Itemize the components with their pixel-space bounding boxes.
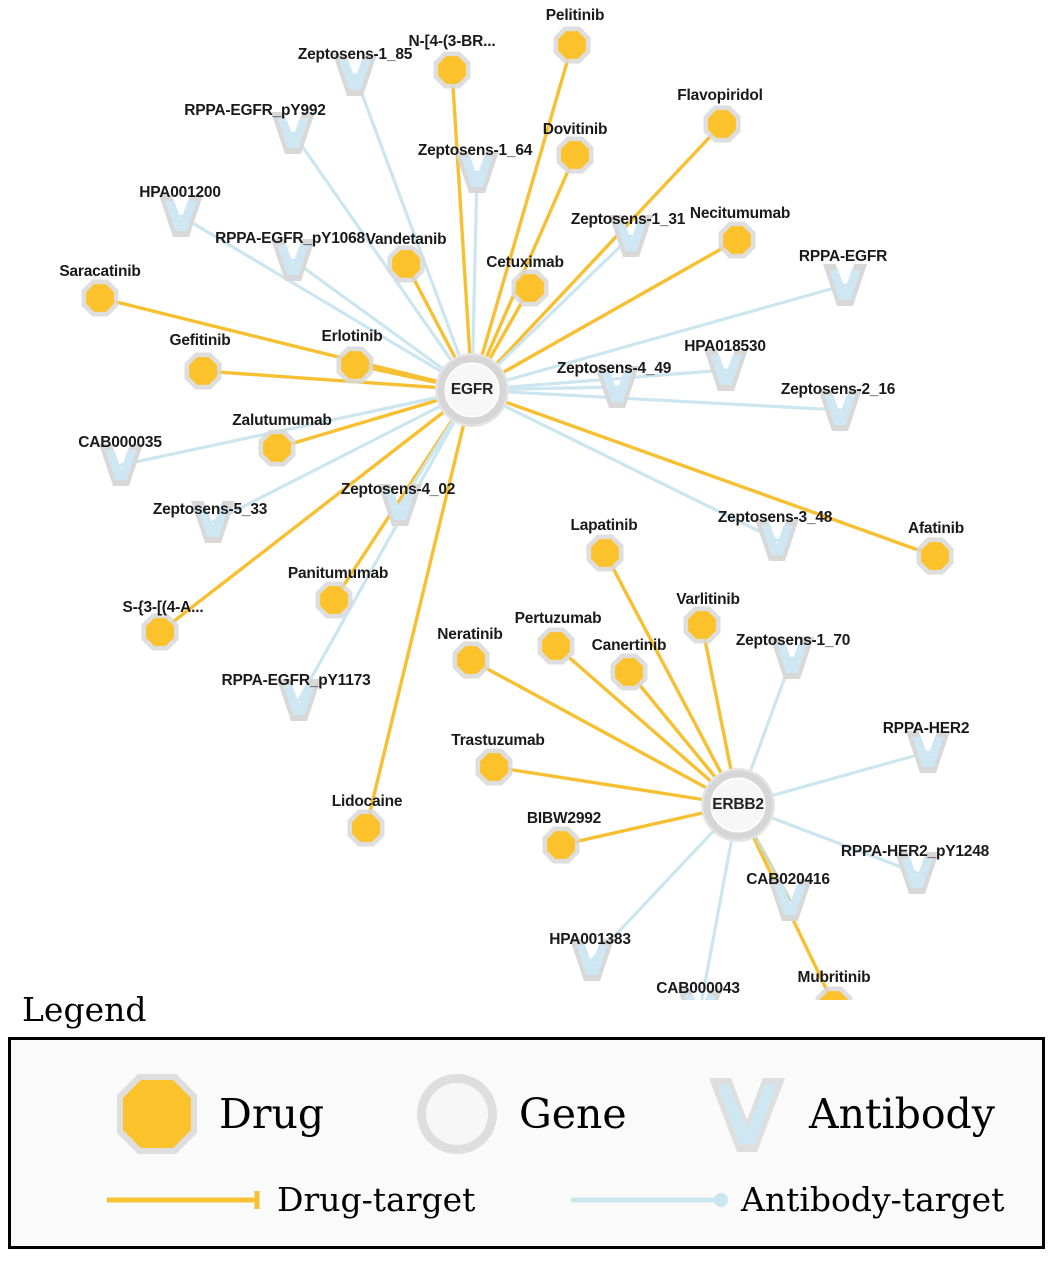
node-label: Flavopiridol xyxy=(677,87,763,104)
drug-shape xyxy=(352,814,380,842)
legend-title: Legend xyxy=(22,990,147,1029)
node-label: RPPA-EGFR_pY992 xyxy=(184,102,326,119)
node-label: RPPA-HER2_pY1248 xyxy=(840,843,990,860)
node-label: Zeptosens-1_64 xyxy=(417,142,533,159)
node-label: Neratinib xyxy=(437,626,503,643)
drug-node[interactable] xyxy=(538,628,575,665)
legend-box xyxy=(8,1037,1045,1249)
node-label: HPA018530 xyxy=(684,338,766,355)
drug-node[interactable] xyxy=(684,607,721,644)
legend-label-drug-target: Drug-target xyxy=(277,1180,476,1219)
node-label: Dovitinib xyxy=(542,121,608,138)
node-label: HPA001200 xyxy=(139,184,221,201)
node-label: HPA001383 xyxy=(549,931,631,948)
chevron-down-icon xyxy=(701,1068,793,1160)
drug-shape xyxy=(921,542,949,570)
drug-node[interactable] xyxy=(917,538,954,575)
node-label: EGFR xyxy=(450,381,494,398)
drug-shape xyxy=(86,284,114,312)
drug-node[interactable] xyxy=(316,582,353,619)
node-label: Zeptosens-4_49 xyxy=(556,360,672,377)
drug-node[interactable] xyxy=(476,749,513,786)
node-label: S-{3-[(4-A... xyxy=(122,599,204,616)
drug-node[interactable] xyxy=(512,270,549,307)
node-label: Panitumumab xyxy=(287,565,389,582)
drug-shape xyxy=(438,56,466,84)
drug-shape xyxy=(146,618,174,646)
node-label: ERBB2 xyxy=(712,796,764,813)
node-label: N-[4-(3-BR... xyxy=(408,33,496,50)
drug-shape xyxy=(547,831,575,859)
drug-target-edge-icon xyxy=(107,1188,267,1212)
node-label: Zeptosens-1_85 xyxy=(297,46,413,63)
node-label: Vandetanib xyxy=(365,231,447,248)
drug-node[interactable] xyxy=(719,222,756,259)
legend-item-antibody xyxy=(701,1068,995,1160)
drug-node[interactable] xyxy=(587,535,624,572)
node-label: CAB000043 xyxy=(656,980,740,997)
node-label: Varlitinib xyxy=(676,591,740,608)
edge-drug-target xyxy=(366,390,472,828)
octagon-icon xyxy=(111,1068,203,1160)
drug-node[interactable] xyxy=(82,280,119,317)
node-label: Pelitinib xyxy=(545,7,605,24)
node-label: Gefitinib xyxy=(169,332,231,349)
node-label: Canertinib xyxy=(591,637,667,654)
drug-shape xyxy=(189,357,217,385)
node-label: Pertuzumab xyxy=(514,610,602,627)
drug-node[interactable] xyxy=(611,654,648,691)
drug-node[interactable] xyxy=(388,246,425,283)
node-label: Saracatinib xyxy=(59,263,141,280)
node-label: Mubritinib xyxy=(797,969,871,986)
node-label: Zeptosens-1_70 xyxy=(735,632,851,649)
antibody-target-edge-icon xyxy=(571,1188,731,1212)
node-label: Trastuzumab xyxy=(451,732,545,749)
drug-shape xyxy=(558,31,586,59)
drug-node[interactable] xyxy=(434,52,471,89)
node-label: Zeptosens-3_48 xyxy=(717,509,833,526)
node-label: Erlotinib xyxy=(321,328,383,345)
drug-shape xyxy=(457,646,485,674)
drug-node[interactable] xyxy=(557,137,594,174)
drug-node[interactable] xyxy=(337,347,374,384)
drug-node[interactable] xyxy=(453,642,490,679)
legend-item-drug xyxy=(111,1068,324,1160)
node-label: RPPA-EGFR_pY1173 xyxy=(221,672,371,689)
drug-shape xyxy=(263,434,291,462)
node-label: RPPA-EGFR xyxy=(798,248,888,265)
node-label: Necitumumab xyxy=(689,205,791,222)
node-label: Afatinib xyxy=(907,520,965,537)
node-label: Zeptosens-4_02 xyxy=(340,481,456,498)
drug-shape xyxy=(542,632,570,660)
node-label: CAB000035 xyxy=(78,434,162,451)
node-label: Zeptosens-2_16 xyxy=(780,381,896,398)
drug-shape xyxy=(723,226,751,254)
legend-label-drug: Drug xyxy=(219,1090,325,1138)
node-label: RPPA-EGFR_pY1068 xyxy=(215,230,365,247)
drug-shape xyxy=(561,141,589,169)
node-label: BIBW2992 xyxy=(526,810,602,827)
node-label: Lidocaine xyxy=(331,793,403,810)
legend xyxy=(8,990,1051,1249)
legend-label-antibody-target: Antibody-target xyxy=(741,1180,1005,1219)
drug-shape xyxy=(688,611,716,639)
drug-node[interactable] xyxy=(348,810,385,847)
drug-shape xyxy=(708,110,736,138)
edge-drug-target xyxy=(472,390,935,556)
drug-node[interactable] xyxy=(259,430,296,467)
circle-icon xyxy=(411,1068,503,1160)
edge-antibody-target xyxy=(299,390,472,700)
drug-shape xyxy=(392,250,420,278)
legend-label-antibody: Antibody xyxy=(809,1090,995,1138)
legend-item-gene xyxy=(411,1068,627,1160)
node-label: Zeptosens-5_33 xyxy=(152,501,268,518)
node-label: RPPA-HER2 xyxy=(882,720,970,737)
node-label: Cetuximab xyxy=(486,254,564,271)
node-label: Zeptosens-1_31 xyxy=(570,211,686,228)
drug-shape xyxy=(320,586,348,614)
legend-label-gene: Gene xyxy=(519,1090,627,1138)
node-label: Lapatinib xyxy=(570,517,638,534)
legend-item-drug-target xyxy=(107,1180,475,1219)
drug-node[interactable] xyxy=(704,106,741,143)
drug-shape xyxy=(341,351,369,379)
drug-shape xyxy=(591,539,619,567)
drug-shape xyxy=(516,274,544,302)
legend-item-antibody-target xyxy=(571,1180,1004,1219)
drug-node[interactable] xyxy=(142,614,179,651)
drug-shape xyxy=(615,658,643,686)
drug-node[interactable] xyxy=(543,827,580,864)
drug-shape xyxy=(480,753,508,781)
node-label: Zalutumumab xyxy=(232,412,332,429)
drug-node[interactable] xyxy=(185,353,222,390)
node-label: CAB020416 xyxy=(746,871,830,888)
drug-node[interactable] xyxy=(554,27,591,64)
